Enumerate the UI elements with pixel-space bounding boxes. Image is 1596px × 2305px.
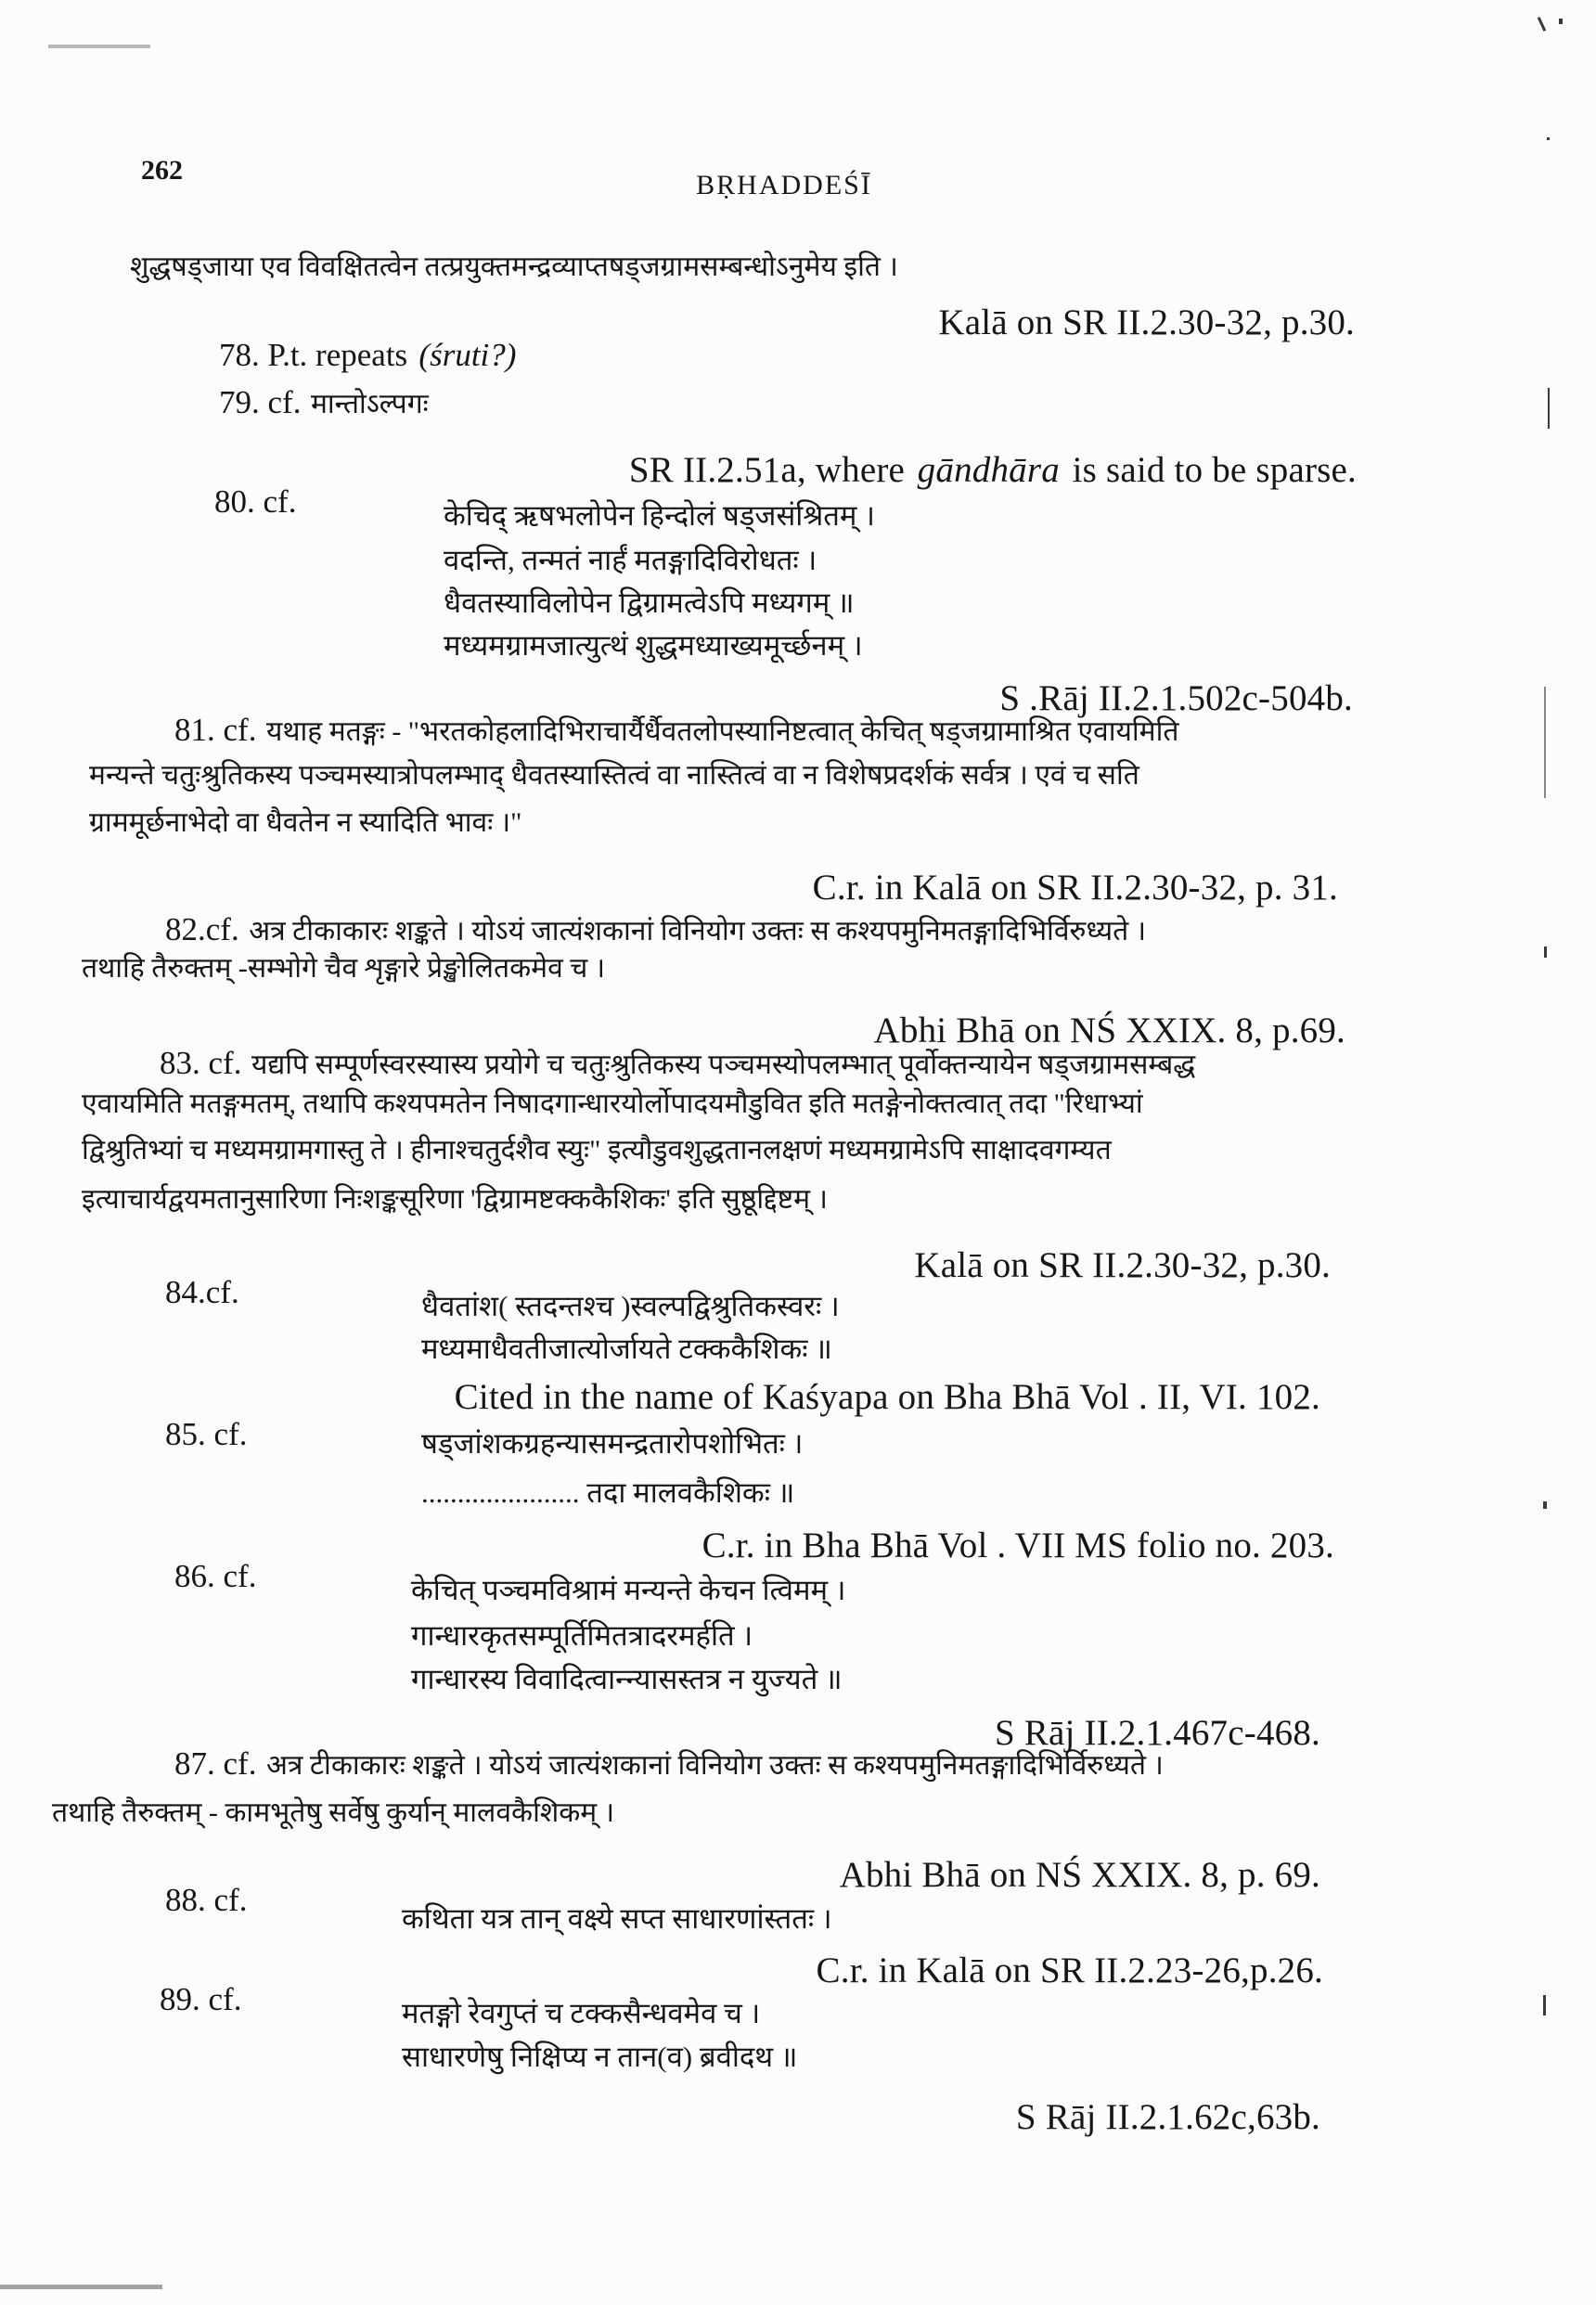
note-78 <box>219 335 869 376</box>
note-82-label: 82.cf. <box>165 911 239 947</box>
note-78-italic: (śruti?) <box>418 337 517 373</box>
note-84-verse <box>421 1289 978 1325</box>
note-78-label: 78. P.t. repeats <box>219 337 408 373</box>
note-84-source-text: Cited in the name of Kaśyapa on Bha Bhā Vol . II, VI. 102. <box>454 1377 1320 1417</box>
note-81-source-text: C.r. in Kalā on SR II.2.30-32, p. 31. <box>812 868 1338 908</box>
scan-artifact <box>1544 946 1547 958</box>
note-81-line <box>174 710 1392 751</box>
note-79-source <box>336 448 1357 494</box>
note-89-source <box>393 2095 1320 2141</box>
note-85-verse <box>421 1426 941 1462</box>
note-88-source <box>395 1949 1323 1994</box>
note-85-source <box>406 1524 1334 1569</box>
note-88-label-text: 88. cf. <box>165 1882 248 1918</box>
note-81-line-2: मन्यन्ते चतुःश्रुतिकस्य पञ्चमस्यात्रोपलम्भाद् धैवतस्यास्तित्वं वा नास्तित्वं वा न विशेषप्रदर्शकं सर्वत्र । एवं च सति <box>89 760 1139 791</box>
note-79-text: मान्तोऽल्पगः <box>310 389 429 419</box>
note-83-line-4: इत्याचार्यद्वयमतानुसारिणा निःशङ्कसूरिणा 'द्विग्रामष्टक्ककैशिकः' इति सुष्ठूद्दिष्टम् । <box>82 1184 828 1215</box>
note-84-source <box>300 1375 1320 1421</box>
note-84-label-text: 84.cf. <box>165 1274 239 1310</box>
note-87-line-2: तथाहि तैरुक्तम् - कामभूतेषु सर्वेषु कुर्यान् मालवकैशिकम् । <box>52 1797 615 1828</box>
note-89-label <box>160 1979 345 2020</box>
note-88-label <box>165 1880 351 1921</box>
note-86-label <box>174 1556 360 1597</box>
note-82-line <box>82 951 787 986</box>
note-86-verse-1: केचित् पञ्चमविश्रामं मन्यन्ते केचन त्विमम् । <box>411 1574 846 1606</box>
note-89-verse <box>402 2040 921 2076</box>
note-85-source-text: C.r. in Bha Bhā Vol . VII MS folio no. 203. <box>701 1526 1334 1565</box>
note-83-source-text: Kalā on SR II.2.30-32, p.30. <box>914 1245 1331 1285</box>
note-86-verse <box>411 1573 968 1609</box>
note-86-verse <box>411 1618 968 1655</box>
note-89-source-text: S Rāj II.2.1.62c,63b. <box>1015 2097 1320 2137</box>
continuation-source-text: Kalā on SR II.2.30-32, p.30. <box>938 303 1355 342</box>
scan-artifact <box>48 45 150 48</box>
note-79-source-before: SR II.2.51a, where <box>628 450 906 490</box>
note-83-label: 83. cf. <box>160 1045 242 1081</box>
running-title <box>552 168 1016 203</box>
note-81-line <box>89 805 664 841</box>
note-81-line-3: ग्राममूर्छनाभेदो वा धैवतेन न स्यादिति भावः ।" <box>89 807 522 838</box>
note-88-verse <box>402 1901 921 1938</box>
note-89-verse-1: मतङ्गो रेवगुप्तं च टक्कसैन्धवमेव च । <box>402 1997 761 2029</box>
note-89-verse <box>402 1996 921 2032</box>
note-85-verse-1: षड्जांशकग्रहन्यासमन्द्रतारोपशोभितः । <box>421 1427 804 1460</box>
note-80-label <box>214 482 400 522</box>
scan-artifact <box>1547 137 1550 140</box>
note-86-source-text: S Rāj II.2.1.467c-468. <box>994 1713 1320 1753</box>
note-79-label: 79. cf. <box>219 384 302 420</box>
continuation-line <box>130 250 1039 285</box>
note-80-source-text: S .Rāj II.2.1.502c-504b. <box>999 678 1353 718</box>
note-87-source <box>393 1853 1320 1899</box>
note-82-source-text: Abhi Bhā on NŚ XXIX. 8, p.69. <box>873 1011 1345 1050</box>
note-79 <box>219 382 1054 423</box>
scan-artifact <box>1538 17 1546 32</box>
note-80-verse <box>444 628 1112 664</box>
scan-artifact <box>1543 1995 1546 2015</box>
note-82-line-1: अत्र टीकाकारः शङ्कते । योऽयं जात्यंशकानां विनियोग उक्तः स कश्यपमुनिमतङ्गादिभिर्विरुध्यते । <box>249 916 1147 946</box>
note-85-verse <box>421 1475 941 1512</box>
note-84-verse <box>421 1332 978 1368</box>
note-87-line <box>174 1744 1338 1784</box>
note-83-line <box>160 1043 1383 1084</box>
note-81-line-1: यथाह मतङ्गः - "भरतकोहलादिभिराचार्यैर्धैवतलोपस्यानिष्टत्वात् केचित् षड्जग्रामाश्रित एवायमिति <box>265 716 1179 747</box>
note-80-verse-3: धैवतस्याविलोपेन द्विग्रामत्वेऽपि मध्यगम् ॥ <box>444 586 855 619</box>
note-89-label-text: 89. cf. <box>160 1981 242 2017</box>
note-86-verse-2: गान्धारकृतसम्पूर्तिमितत्रादरमर्हति । <box>411 1619 753 1652</box>
scan-artifact <box>1543 1501 1547 1509</box>
note-80-verse <box>444 498 1112 534</box>
scan-artifact <box>1559 19 1563 24</box>
note-80-verse-4: मध्यमग्रामजात्युत्थं शुद्धमध्याख्यमूर्च्छनम् । <box>444 629 863 662</box>
note-82-line <box>165 909 1345 950</box>
note-83-line <box>82 1087 1383 1122</box>
note-80-verse <box>444 543 1112 579</box>
note-80-verse <box>444 586 1112 622</box>
note-81-line <box>89 758 1392 793</box>
note-83-line <box>82 1133 1383 1168</box>
running-title-text: BṚHADDEŚĪ <box>696 170 872 200</box>
note-83-source <box>403 1243 1331 1289</box>
note-80-verse-1: केचिद् ऋषभलोपेन हिन्दोलं षड्जसंश्रितम् । <box>444 499 875 532</box>
note-85-verse-2: ...................... तदा मालवकैशिकः ॥ <box>421 1476 795 1509</box>
note-87-label: 87. cf. <box>174 1745 257 1782</box>
scan-artifact <box>0 2285 162 2289</box>
note-87-line <box>52 1796 720 1831</box>
note-83-line <box>82 1182 926 1217</box>
note-88-verse-1: कथिता यत्र तान् वक्ष्ये सप्त साधारणांस्ततः । <box>402 1902 832 1935</box>
page-number <box>141 153 225 188</box>
note-79-source-italic: gāndhāra <box>917 450 1060 490</box>
continuation-text: शुद्धषड्जाया एव विवक्षितत्वेन तत्प्रयुक्तमन्द्रव्याप्तषड्जग्रामसम्बन्धोऽनुमेय इति । <box>130 251 898 282</box>
note-85-label <box>165 1414 351 1455</box>
note-82-line-2: तथाहि तैरुक्तम् -सम्भोगे चैव शृङ्गारे प्रेङ्खोलितकमेव च । <box>82 953 606 984</box>
note-83-line-2: एवायमिति मतङ्गमतम्, तथापि कश्यपमतेन निषादगान्धारयोर्लोपादयमौडुवित इति मतङ्गेनोक्तत्वात् तदा "रिधाभ्यां <box>82 1088 1143 1119</box>
scan-artifact <box>1544 687 1546 798</box>
note-84-verse-1: धैवतांश( स्तदन्तश्च )स्वल्पद्विश्रुतिकस्वरः । <box>421 1290 840 1322</box>
note-83-line-1: यद्यपि सम्पूर्णस्वरस्यास्य प्रयोगे च चतुःश्रुतिकस्य पञ्चमस्योपलम्भात् पूर्वोक्तन्यायेन षड्जग्रामसम्बद्ध <box>251 1049 1196 1080</box>
note-86-verse-3: गान्धारस्य विवादित्वान्न्यासस्तत्र न युज्यते ॥ <box>411 1663 843 1695</box>
note-81-source <box>410 866 1338 911</box>
note-80-verse-2: वदन्ति, तन्मतं नार्हं मतङ्गादिविरोधतः । <box>444 544 817 576</box>
note-81-label: 81. cf. <box>174 712 257 748</box>
note-83-line-3: द्विश्रुतिभ्यां च मध्यमग्रामगास्तु ते । हीनाश्चतुर्दशैव स्युः" इत्यौडुवशुद्धतानलक्षणं मध्यमग्रामेऽपि साक्षादवगम्यत <box>82 1135 1112 1165</box>
note-79-source-after: is said to be sparse. <box>1072 450 1357 490</box>
note-84-verse-2: मध्यमाधैवतीजात्योर्जायते टक्ककैशिकः ॥ <box>421 1333 832 1365</box>
note-87-source-text: Abhi Bhā on NŚ XXIX. 8, p. 69. <box>839 1855 1320 1895</box>
note-84-label <box>165 1272 351 1313</box>
note-86-label-text: 86. cf. <box>174 1558 257 1594</box>
page-number-text: 262 <box>141 155 183 186</box>
scan-artifact <box>1548 388 1550 429</box>
note-80-label-text: 80. cf. <box>214 483 297 520</box>
note-89-verse-2: साधारणेषु निक्षिप्य न तान(व) ब्रवीदथ ॥ <box>402 2041 798 2073</box>
note-86-verse <box>411 1662 968 1698</box>
note-88-source-text: C.r. in Kalā on SR II.2.23-26,p.26. <box>816 1951 1323 1990</box>
note-87-line-1: अत्र टीकाकारः शङ्कते । योऽयं जात्यंशकानां विनियोग उक्तः स कश्यपमुनिमतङ्गादिभिर्विरुध्यते । <box>265 1750 1164 1781</box>
note-85-label-text: 85. cf. <box>165 1416 248 1452</box>
